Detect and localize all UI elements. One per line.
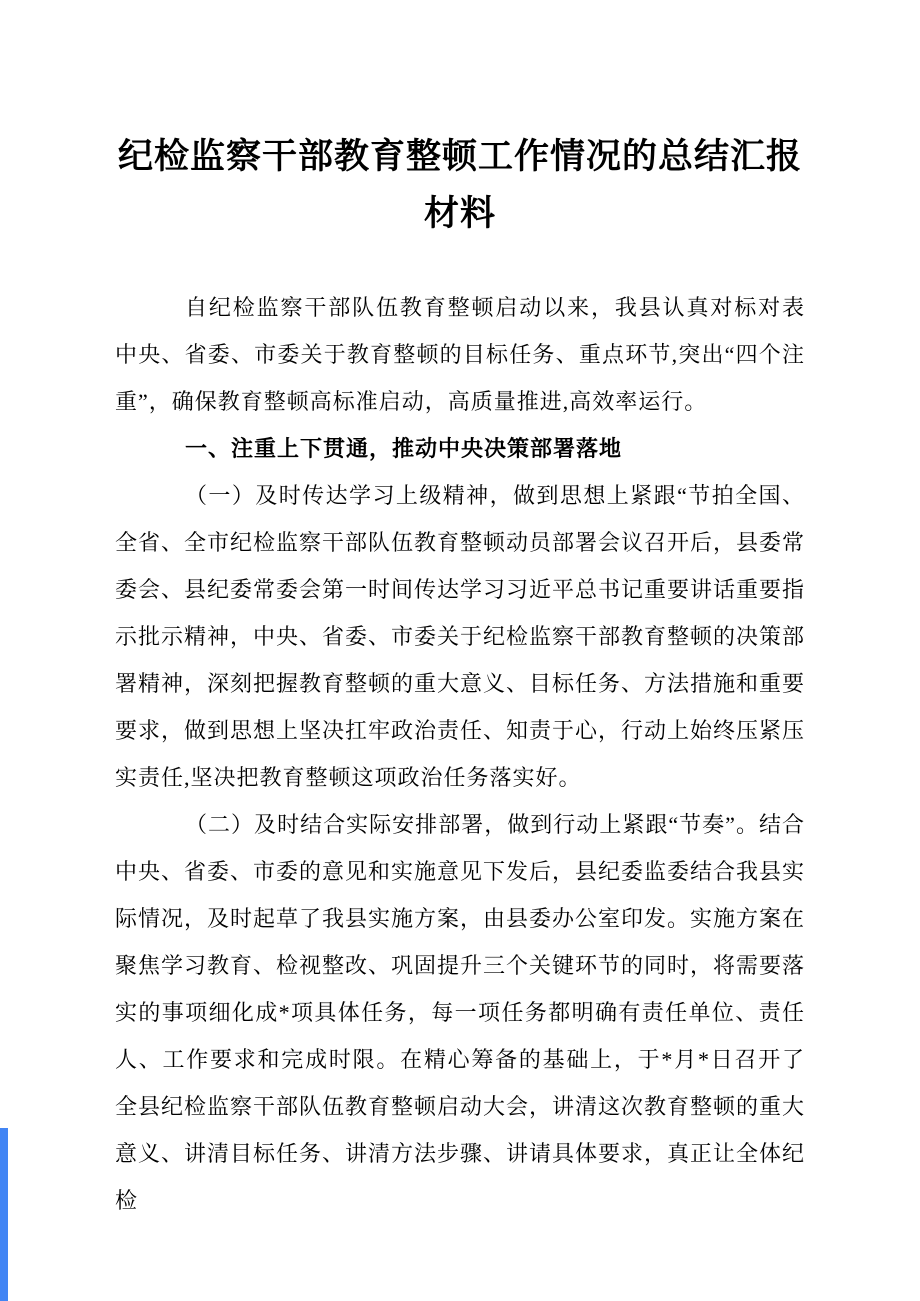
paragraph-item-2: （二）及时结合实际安排部署，做到行动上紧跟“节奏”。结合中央、省委、市委的意见和实施意见下发后，县纪委监委结合我县实际情况，及时起草了我县实施方案，由县委办公室印发。实施方案在聚焦学习教育、检视整改、巩固提升三个关键环节的同时，将需要落实的事项细化成*项具体任务，每一项任务都明确有责任单位、责任人、工作要求和完成时限。在精心筹备的基础上，于*月*日召开了全县纪检监察干部队伍教育整顿启动大会，讲清这次教育整顿的重大意义、讲清目标任务、讲清方法步骤、讲请具体要求，真正让全体纪检 bbox=[115, 812, 806, 1213]
document-title: 纪检监察干部教育整顿工作情况的总结汇报材料 bbox=[117, 137, 802, 233]
left-scrollbar-thumb[interactable] bbox=[0, 1128, 8, 1301]
document-content bbox=[115, 128, 805, 1224]
paragraph-item-1: （一）及时传达学习上级精神，做到思想上紧跟“节拍全国、全省、全市纪检监察干部队伍教育整顿动员部署会议召开后，县委常委会、县纪委常委会第一时间传达学习习近平总书记重要讲话重要指示批示精神，中央、省委、市委关于纪检监察干部教育整顿的决策部署精神，深刻把握教育整顿的重大意义、目标任务、方法措施和重要要求，做到思想上坚决扛牢政治责任、知责于心，行动上始终压紧压实责任,坚决把教育整顿这项政治任务落实好。 bbox=[115, 483, 806, 790]
section-heading-1: 一、注重上下贯通，推动中央决策部署落地 bbox=[185, 436, 623, 461]
paragraph-intro: 自纪检监察干部队伍教育整顿启动以来，我县认真对标对表中央、省委、市委关于教育整顿的目标任务、重点环节,突出“四个注重”，确保教育整顿高标准启动，高质量推进,高效率运行。 bbox=[115, 295, 805, 414]
